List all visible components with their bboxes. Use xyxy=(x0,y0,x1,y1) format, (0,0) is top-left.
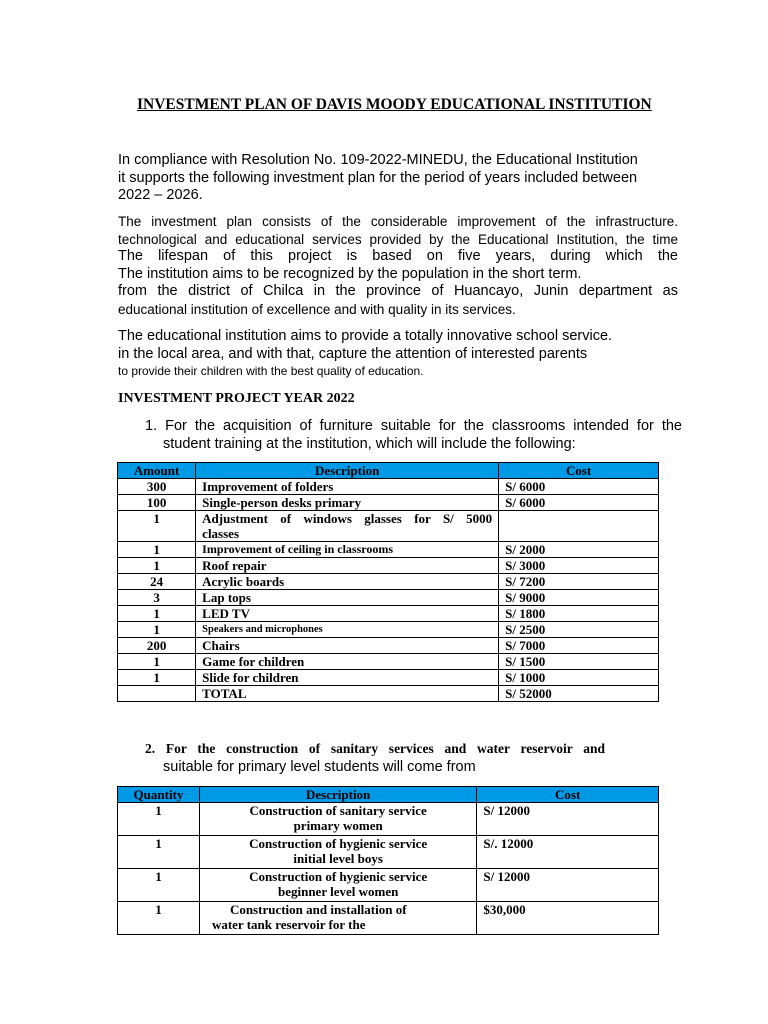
list-item-2-line: suitable for primary level students will come from xyxy=(163,759,476,775)
table-row xyxy=(118,803,659,836)
description-cell: Acrylic boards xyxy=(196,574,499,590)
description-text: Construction of hygienic service xyxy=(249,836,428,851)
plan-line: technological and educational services provided by the Educational Institution, the time xyxy=(118,231,678,247)
amount-cell: 100 xyxy=(118,495,196,511)
quantity-cell: 1 xyxy=(118,803,200,836)
cost-cell: S/ 2500 xyxy=(499,622,659,638)
intro-line: it supports the following investment plan for the period of years included between xyxy=(118,169,638,186)
description-text: Construction and installation of xyxy=(229,902,407,917)
plan-line: The investment plan consists of the considerable improvement of the infrastructure. xyxy=(118,214,678,229)
amount-cell: 1 xyxy=(118,670,196,686)
plan-paragraph xyxy=(118,213,678,319)
amount-cell xyxy=(118,686,196,702)
intro-line: In compliance with Resolution No. 109-2022-MINEDU, the Educational Institution xyxy=(118,152,638,168)
intro-paragraph xyxy=(118,152,678,205)
description-text: water tank reservoir for the xyxy=(211,917,366,932)
aims-line: The educational institution aims to provide a totally innovative school service. xyxy=(118,328,613,344)
document-title: INVESTMENT PLAN OF DAVIS MOODY EDUCATIONAL INSTITUTION xyxy=(137,96,652,113)
description-cell: LED TV xyxy=(196,606,499,622)
cost-cell: S/ 7000 xyxy=(499,638,659,654)
amount-cell: 1 xyxy=(118,511,196,542)
table-header-row xyxy=(118,463,659,479)
quantity-cell: 1 xyxy=(118,836,200,869)
column-header: Quantity xyxy=(118,787,200,803)
plan-line: educational institution of excellence and with quality in its services. xyxy=(118,301,516,317)
table-row xyxy=(118,511,659,542)
aims-line: in the local area, and with that, capture the attention of interested parents xyxy=(118,345,588,362)
description-text: classes xyxy=(202,526,240,541)
description-text: Adjustment of windows glasses for S/ 5000 xyxy=(202,511,493,526)
amount-cell: 1 xyxy=(118,542,196,558)
description-cell: Roof repair xyxy=(196,558,499,574)
cost-cell: S/ 1800 xyxy=(499,606,659,622)
table-row xyxy=(118,902,659,935)
table-total-row xyxy=(118,686,659,702)
description-cell: Improvement of ceiling in classrooms xyxy=(196,542,499,558)
cost-cell: S/ 6000 xyxy=(499,495,659,511)
cost-cell: S/ 3000 xyxy=(499,558,659,574)
cost-cell xyxy=(499,511,659,542)
amount-cell: 1 xyxy=(118,622,196,638)
column-header: Cost xyxy=(477,787,659,803)
description-text: Construction of hygienic service xyxy=(249,869,428,884)
table-row xyxy=(118,654,659,670)
table-row xyxy=(118,495,659,511)
list-item-1 xyxy=(145,417,682,453)
table-header-row xyxy=(118,787,659,803)
cost-cell: S/. 12000 xyxy=(477,836,659,869)
intro-line: 2022 – 2026. xyxy=(118,187,203,204)
cost-cell: $30,000 xyxy=(477,902,659,935)
description-cell xyxy=(199,869,476,902)
aims-paragraph xyxy=(118,328,678,381)
description-cell xyxy=(199,803,476,836)
description-cell: Game for children xyxy=(196,654,499,670)
description-text: Construction of sanitary service xyxy=(249,803,427,818)
description-cell: Slide for children xyxy=(196,670,499,686)
amount-cell: 200 xyxy=(118,638,196,654)
plan-line: The institution aims to be recognized by the population in the short term. xyxy=(118,265,582,282)
sanitary-table xyxy=(117,786,659,935)
total-label: TOTAL xyxy=(196,686,499,702)
table-row xyxy=(118,836,659,869)
cost-cell: S/ 12000 xyxy=(477,803,659,836)
table-row xyxy=(118,479,659,495)
furniture-table xyxy=(117,462,659,702)
section-heading: INVESTMENT PROJECT YEAR 2022 xyxy=(118,391,355,406)
description-cell: Speakers and microphones xyxy=(196,622,499,638)
column-header: Description xyxy=(196,463,499,479)
amount-cell: 1 xyxy=(118,654,196,670)
list-item-2 xyxy=(145,740,605,776)
amount-cell: 1 xyxy=(118,558,196,574)
table-row xyxy=(118,542,659,558)
description-text: primary women xyxy=(293,818,383,833)
cost-cell: S/ 7200 xyxy=(499,574,659,590)
table-row xyxy=(118,590,659,606)
table-row xyxy=(118,622,659,638)
table-row xyxy=(118,574,659,590)
description-cell: Lap tops xyxy=(196,590,499,606)
description-text: initial level boys xyxy=(293,851,383,866)
cost-cell: S/ 9000 xyxy=(499,590,659,606)
list-item-2-line: 2. For the construction of sanitary services and water reservoir and xyxy=(145,741,605,756)
table-row xyxy=(118,558,659,574)
description-cell: Chairs xyxy=(196,638,499,654)
amount-cell: 3 xyxy=(118,590,196,606)
total-cost: S/ 52000 xyxy=(499,686,659,702)
cost-cell: S/ 12000 xyxy=(477,869,659,902)
amount-cell: 1 xyxy=(118,606,196,622)
cost-cell: S/ 6000 xyxy=(499,479,659,495)
plan-line: The lifespan of this project is based on five years, during which the xyxy=(118,248,678,265)
description-cell xyxy=(199,836,476,869)
column-header: Description xyxy=(199,787,476,803)
amount-cell: 24 xyxy=(118,574,196,590)
quantity-cell: 1 xyxy=(118,869,200,902)
cost-cell: S/ 1500 xyxy=(499,654,659,670)
table-row xyxy=(118,869,659,902)
description-cell: Improvement of folders xyxy=(196,479,499,495)
description-cell xyxy=(199,902,476,935)
column-header: Amount xyxy=(118,463,196,479)
description-cell: Single-person desks primary xyxy=(196,495,499,511)
table-row xyxy=(118,670,659,686)
description-cell xyxy=(196,511,499,542)
table-row xyxy=(118,638,659,654)
cost-cell: S/ 2000 xyxy=(499,542,659,558)
amount-cell: 300 xyxy=(118,479,196,495)
list-item-1-line: student training at the institution, which will include the following: xyxy=(163,436,576,452)
cost-cell: S/ 1000 xyxy=(499,670,659,686)
aims-line: to provide their children with the best quality of education. xyxy=(118,364,424,379)
quantity-cell: 1 xyxy=(118,902,200,935)
table-row xyxy=(118,606,659,622)
list-item-1-line: 1. For the acquisition of furniture suitable for the classrooms intended for the xyxy=(145,418,682,434)
plan-line: from the district of Chilca in the province of Huancayo, Junin department as xyxy=(118,283,678,300)
column-header: Cost xyxy=(499,463,659,479)
description-text: beginner level women xyxy=(277,884,399,899)
